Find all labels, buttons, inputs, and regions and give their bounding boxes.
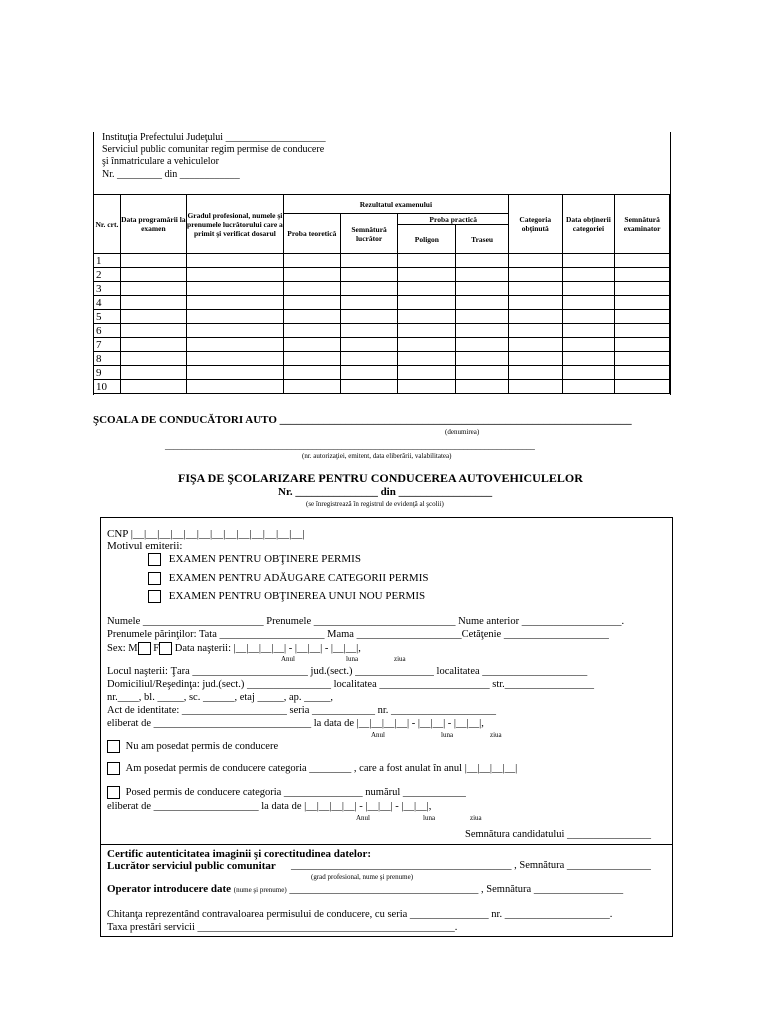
row-number: 10: [94, 380, 121, 394]
service-line-2: şi înmatriculare a vehiculelor: [102, 156, 219, 167]
header-grad-profesional: Gradul profesional, numele şi prenumele lucrătorului care a primit şi verificat dosarul: [186, 195, 283, 254]
school-denumirea-note: (denumirea): [445, 428, 480, 436]
cnp-field[interactable]: CNP |__|__|__|__|__|__|__|__|__|__|__|__|__|: [107, 528, 305, 540]
nume-line[interactable]: Numele _______________________ Prenumele ___________________________ Nume anterior ___________________.: [107, 616, 625, 627]
sex-label-f: F: [153, 642, 160, 654]
license-ziua-label: ziua: [470, 814, 482, 822]
address-line[interactable]: nr.____, bl. _____, sc. ______, etaj _____, ap. _____,: [107, 692, 334, 703]
annulled-license-checkbox[interactable]: [107, 762, 120, 775]
id-issued-line[interactable]: eliberat de ______________________________ la data de |__|__|__|__| - |__|__| - |__|__|,: [107, 718, 484, 729]
current-license-option[interactable]: [107, 786, 466, 799]
no-license-checkbox[interactable]: [107, 740, 120, 753]
header-traseu: Traseu: [456, 225, 509, 254]
header-poligon: Poligon: [398, 225, 456, 254]
header-proba-teoretica: Proba teoretică: [283, 214, 340, 254]
header-semnatura-examinator: Semnătură examinator: [615, 195, 670, 254]
birth-date-field[interactable]: Data naşterii: |__|__|__|__| - |__|__| - |__|__|,: [174, 642, 361, 654]
row-number: 9: [94, 366, 121, 380]
sex-birth-line: [107, 642, 361, 655]
birth-luna-label: luna: [346, 655, 359, 663]
school-label: ŞCOALA DE CONDUCĂTORI AUTO ________________________________________________________________: [93, 414, 632, 426]
annulled-license-label: Am posedat permis de conducere categoria ________ , care a fost anulat în anul |__|__|__|__|: [125, 762, 518, 774]
header-data-programarii: Data programării la examen: [120, 195, 186, 254]
birth-ziua-label: ziua: [394, 655, 406, 663]
exam-results-table: [93, 194, 670, 394]
cert-operator-note: (nume şi prenume): [233, 886, 287, 894]
header-nr-crt: Nr. crt.: [94, 195, 121, 254]
fisa-number-line: Nr. _______________ din _________________: [278, 486, 493, 498]
school-auth-line: ________________________________________________________________________________________: [165, 441, 535, 451]
current-license-checkbox[interactable]: [107, 786, 120, 799]
cert-operator-label: Operator introducere date: [107, 883, 232, 895]
parinti-line[interactable]: Prenumele părinţilor: Tata ____________________ Mama ____________________Cetăţenie ____________________: [107, 629, 609, 640]
header-semnatura-lucrator: Semnătură lucrător: [340, 214, 398, 254]
header-rezultat: Rezultatul examenului: [283, 195, 508, 214]
id-document-line[interactable]: Act de identitate: ____________________ seria ____________ nr. ____________________: [107, 705, 497, 716]
cert-title: Certific autenticitatea imaginii şi corectitudinea datelor:: [107, 848, 372, 860]
id-anul-label: Anul: [371, 731, 385, 739]
taxa-line[interactable]: Taxa prestări servicii _________________________________________________.: [107, 922, 458, 933]
institution-line: Instituţia Prefectului Judeţului ____________________: [102, 132, 326, 143]
option-nou-permis-label: EXAMEN PENTRU OBŢINEREA UNUI NOU PERMIS: [168, 590, 426, 603]
service-line: Serviciul public comunitar regim permise de conducere: [102, 144, 325, 155]
no-license-option[interactable]: [107, 740, 278, 753]
fisa-title: FIŞA DE ŞCOLARIZARE PENTRU CONDUCEREA AUTOVEHICULELOR: [178, 471, 583, 485]
header-proba-practica: Proba practică: [398, 214, 508, 225]
sex-m-checkbox[interactable]: [138, 642, 151, 655]
checkbox-adaugare[interactable]: [148, 572, 161, 585]
option-adaugare-label: EXAMEN PENTRU ADĂUGARE CATEGORII PERMIS: [168, 572, 429, 585]
birth-anul-label: Anul: [281, 655, 295, 663]
header-data-obtinerii: Data obţinerii categoriei: [562, 195, 615, 254]
number-date-line: Nr. _________ din ____________: [102, 169, 240, 180]
cert-lucrator-label: Lucrător serviciul public comunitar: [107, 860, 276, 872]
id-ziua-label: ziua: [490, 731, 502, 739]
motiv-label: Motivul emiterii:: [107, 540, 183, 552]
license-luna-label: luna: [423, 814, 436, 822]
fisa-note: (se înregistrează în registrul de evidenţă al şcolii): [306, 500, 444, 508]
checkbox-obtinere[interactable]: [148, 553, 161, 566]
license-anul-label: Anul: [356, 814, 370, 822]
certification-box: [100, 844, 673, 937]
row-number: 8: [94, 352, 121, 366]
birthplace-line[interactable]: Locul naşterii: Ţara ______________________ jud.(sect.) _______________ localitatea ____________________: [107, 666, 588, 677]
row-number: 3: [94, 282, 121, 296]
row-number: 5: [94, 310, 121, 324]
chitanta-line[interactable]: Chitanţa reprezentând contravaloarea permisului de conducere, cu seria _______________ nr. ____________________.: [107, 909, 613, 920]
option-nou-permis[interactable]: [148, 590, 425, 603]
candidate-signature[interactable]: Semnătura candidatului ________________: [465, 829, 652, 840]
cert-operator-row: [107, 883, 623, 896]
cert-lucrator-line[interactable]: __________________________________________ , Semnătura ________________: [291, 860, 651, 871]
sex-f-checkbox[interactable]: [159, 642, 172, 655]
school-auth-note: (nr. autorizaţiei, emitent, data eliberării, valabilitatea): [302, 452, 452, 460]
cert-operator-line[interactable]: ____________________________________ , Semnătura _________________: [289, 884, 624, 895]
annulled-license-option[interactable]: [107, 762, 517, 775]
option-obtinere-label: EXAMEN PENTRU OBŢINERE PERMIS: [168, 553, 361, 566]
license-issued-line[interactable]: eliberat de ____________________ la data de |__|__|__|__| - |__|__| - |__|__|,: [107, 801, 432, 812]
option-obtinere[interactable]: [148, 553, 361, 566]
row-number: 1: [94, 254, 121, 268]
header-categoria: Categoria obţinută: [508, 195, 562, 254]
row-number: 2: [94, 268, 121, 282]
no-license-label: Nu am posedat permis de conducere: [125, 740, 279, 752]
checkbox-nou-permis[interactable]: [148, 590, 161, 603]
domicile-line[interactable]: Domiciliul/Reşedinţa: jud.(sect.) ________________ localitatea _____________________ str._________________: [107, 679, 595, 690]
cert-grad-note: (grad profesional, nume şi prenume): [311, 873, 414, 881]
sex-label-m: Sex: M: [107, 642, 138, 654]
id-luna-label: luna: [441, 731, 454, 739]
current-license-label: Posed permis de conducere categoria _______________ numărul ____________: [125, 786, 466, 798]
option-adaugare[interactable]: [148, 572, 428, 585]
row-number: 4: [94, 296, 121, 310]
row-number: 7: [94, 338, 121, 352]
row-number: 6: [94, 324, 121, 338]
candidate-form: [100, 517, 673, 845]
